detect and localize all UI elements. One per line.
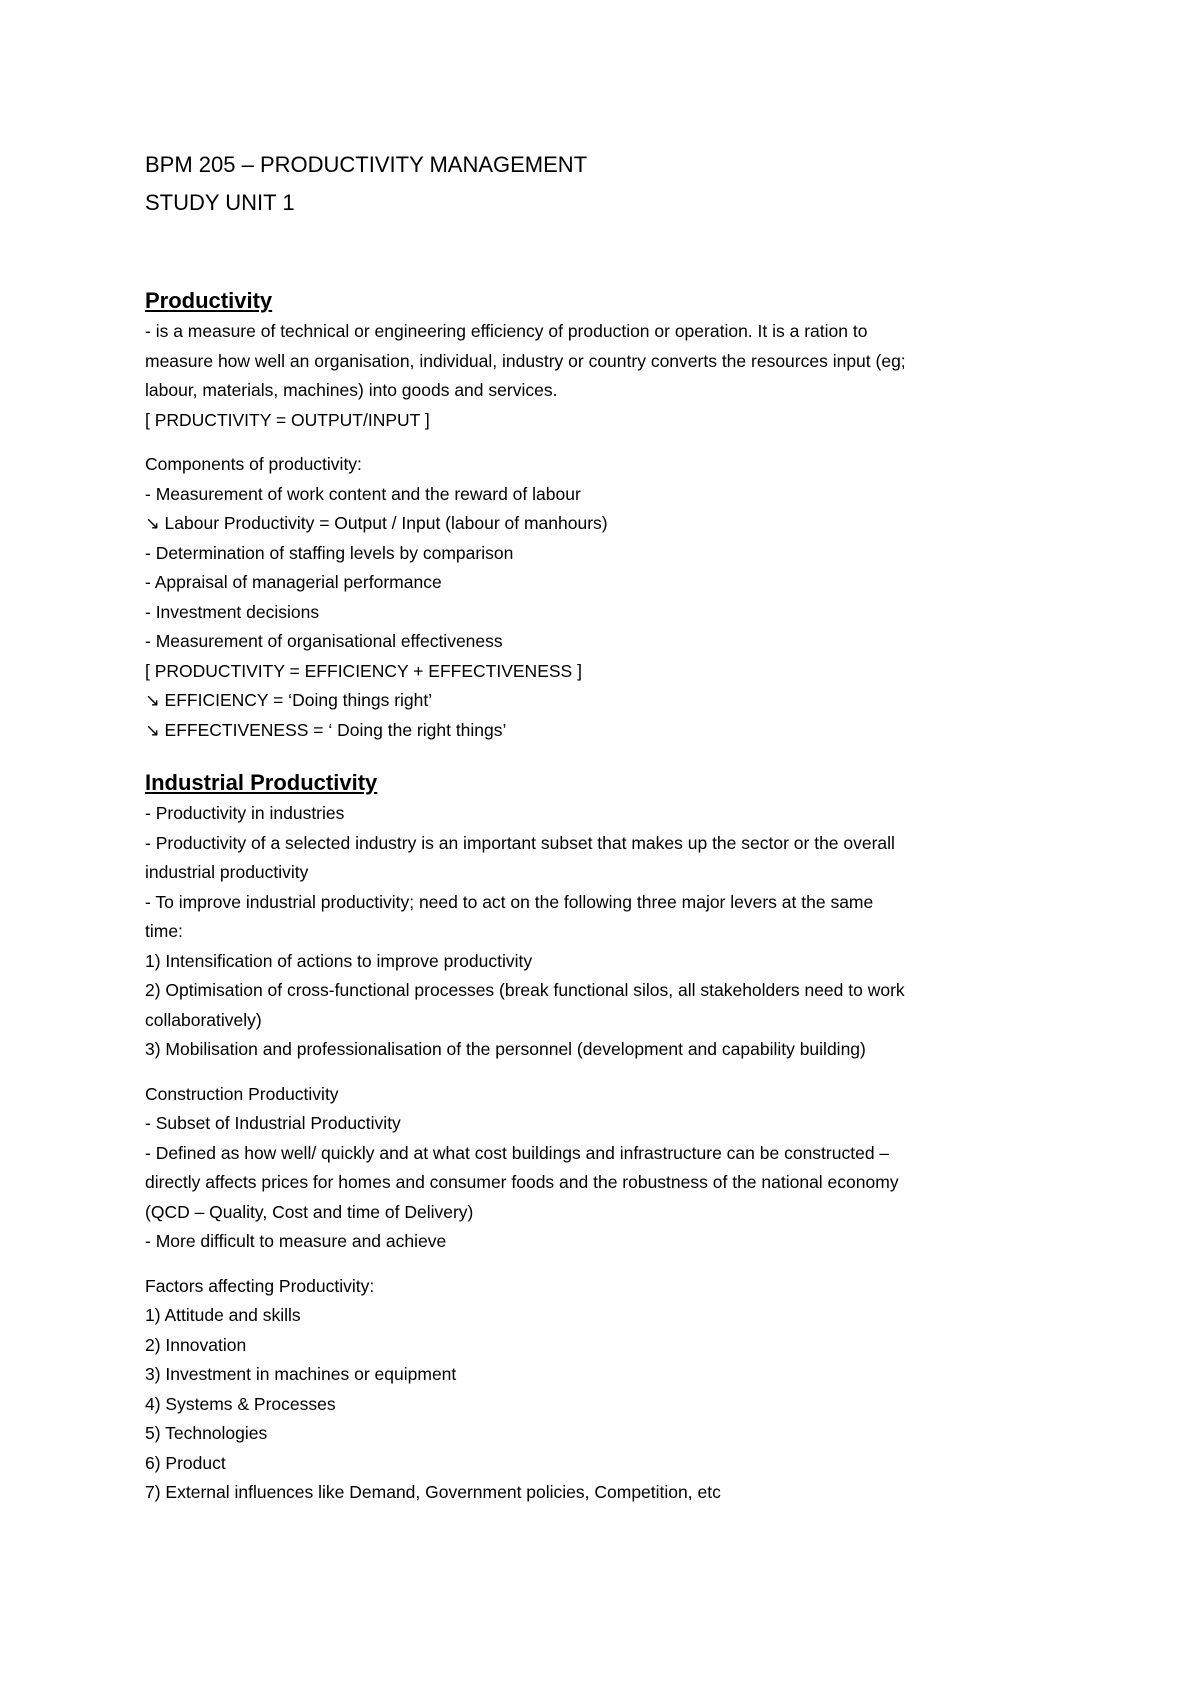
construction-title: Construction Productivity	[145, 1083, 339, 1104]
text-line: directly affects prices for homes and consumer foods and the robustness of the national economy	[145, 1172, 899, 1192]
text-line: time:	[145, 921, 183, 941]
text-line: - is a measure of technical or engineering efficiency of production or operation. It is a ration to	[145, 321, 868, 341]
section-heading-industrial-productivity: Industrial Productivity	[145, 770, 378, 795]
list-item: 7) External influences like Demand, Government policies, Competition, etc	[145, 1482, 721, 1502]
text-line: labour, materials, machines) into goods and services.	[145, 380, 558, 400]
components-title: Components of productivity:	[145, 454, 362, 474]
list-item: - Measurement of work content and the reward of labour	[145, 483, 581, 504]
factors-title: Factors affecting Productivity:	[145, 1275, 375, 1296]
list-item: - More difficult to measure and achieve	[145, 1231, 447, 1251]
section-industrial-productivity	[145, 767, 1065, 1508]
list-item: 5) Technologies	[145, 1423, 268, 1443]
list-item: - Defined as how well/ quickly and at what cost buildings and infrastructure can be constructed –	[145, 1142, 890, 1163]
list-item: - Measurement of organisational effectiveness	[145, 631, 503, 651]
text-line: measure how well an organisation, individual, industry or country converts the resources input (eg;	[145, 350, 906, 371]
list-item: 1) Attitude and skills	[145, 1305, 301, 1325]
formula-line: [ PRDUCTIVITY = OUTPUT/INPUT ]	[145, 409, 430, 430]
list-item: 4) Systems & Processes	[145, 1393, 336, 1414]
document-body	[145, 285, 1065, 1508]
section-heading-productivity: Productivity	[145, 288, 273, 313]
formula-line: [ PRODUCTIVITY = EFFICIENCY + EFFECTIVENESS ]	[145, 660, 582, 681]
text-line: collaboratively)	[145, 1009, 262, 1030]
list-item: ↘ Labour Productivity = Output / Input (labour of manhours)	[145, 513, 608, 533]
text-line: (QCD – Quality, Cost and time of Delivery)	[145, 1201, 474, 1222]
text-line: - Productivity in industries	[145, 803, 345, 823]
list-item: 3) Investment in machines or equipment	[145, 1364, 457, 1384]
text-line: industrial productivity	[145, 862, 309, 882]
document-title: BPM 205 – PRODUCTIVITY MANAGEMENT	[145, 152, 588, 177]
list-item: ↘ EFFICIENCY = ‘Doing things right’	[145, 690, 433, 710]
list-item: 2) Innovation	[145, 1334, 247, 1355]
list-item: 3) Mobilisation and professionalisation of the personnel (development and capability building)	[145, 1039, 866, 1059]
list-item: - Subset of Industrial Productivity	[145, 1113, 401, 1133]
list-item: - Determination of staffing levels by comparison	[145, 542, 514, 563]
list-item: 6) Product	[145, 1452, 226, 1473]
document-subtitle: STUDY UNIT 1	[145, 190, 295, 215]
list-item: - Investment decisions	[145, 601, 320, 622]
list-item: - Appraisal of managerial performance	[145, 572, 442, 592]
text-line: - Productivity of a selected industry is an important subset that makes up the sector or the overall	[145, 832, 895, 853]
section-productivity	[145, 285, 1065, 745]
text-line: - To improve industrial productivity; need to act on the following three major levers at the same	[145, 891, 874, 912]
list-item: 1) Intensification of actions to improve productivity	[145, 950, 533, 971]
list-item: 2) Optimisation of cross-functional processes (break functional silos, all stakeholders need to work	[145, 980, 905, 1000]
list-item: ↘ EFFECTIVENESS = ‘ Doing the right things’	[145, 719, 507, 740]
